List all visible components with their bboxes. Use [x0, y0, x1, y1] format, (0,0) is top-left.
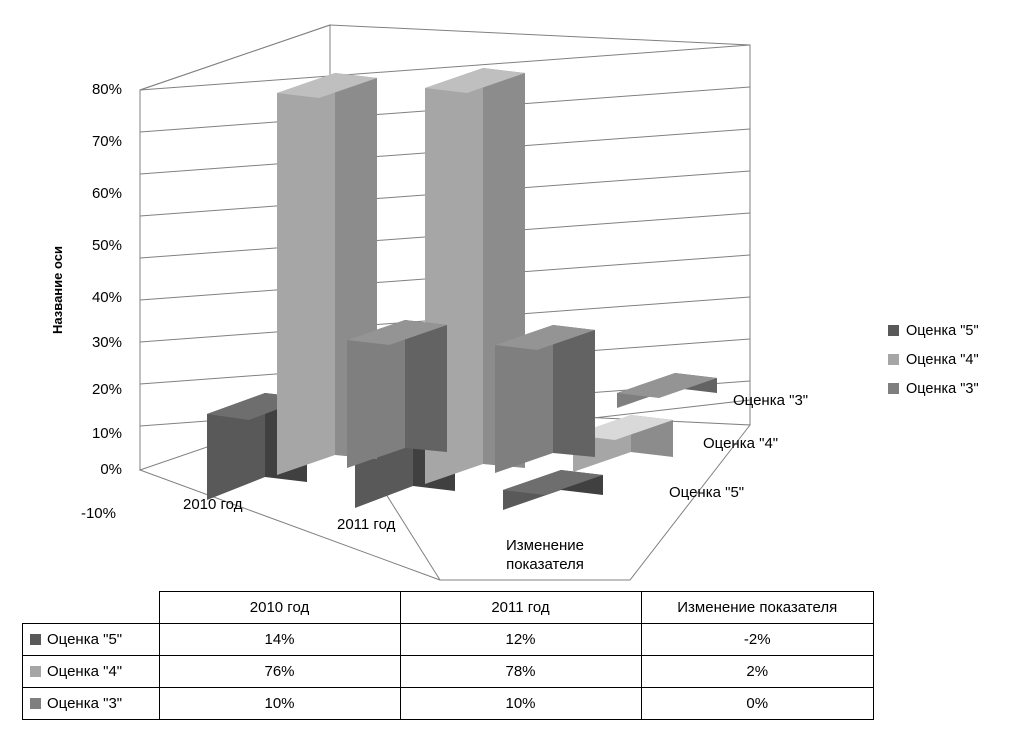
bar-2011-ocenka3: [495, 325, 595, 473]
table-cell: -2%: [641, 624, 874, 656]
table-header-2010: 2010 год: [159, 592, 400, 624]
depth-label-ocenka4: Оценка "4": [703, 435, 779, 452]
table-row: [23, 624, 874, 656]
legend-item-ocenka5: [888, 316, 979, 345]
category-label-2011: 2011 год: [337, 516, 396, 533]
depth-label-ocenka3: Оценка "3": [733, 392, 809, 409]
legend-label: Оценка "4": [906, 351, 979, 368]
legend-label: Оценка "3": [906, 380, 979, 397]
table-cell: 12%: [400, 624, 641, 656]
y-tick-neg10: -10%: [80, 505, 116, 522]
y-tick-10: 10%: [91, 425, 122, 442]
table-cell: 10%: [159, 688, 400, 720]
y-tick-40: 40%: [91, 289, 122, 306]
series-swatch-icon: [30, 634, 41, 645]
table-rowhead-ocenka4: [23, 656, 160, 688]
legend-item-ocenka3: [888, 374, 979, 403]
table-header-change: Изменение показателя: [641, 592, 874, 624]
table-cell: 0%: [641, 688, 874, 720]
y-tick-20: 20%: [91, 381, 122, 398]
table-rowhead-ocenka3: [23, 688, 160, 720]
category-label-change-line2: показателя: [506, 555, 584, 573]
table-cell: 2%: [641, 656, 874, 688]
series-swatch-icon: [30, 698, 41, 709]
bar-2010-ocenka3: [347, 320, 447, 468]
table-header-row: [23, 592, 874, 624]
table-rowhead-label: Оценка "3": [47, 695, 123, 712]
table-corner-cell: [23, 592, 160, 624]
table-row: [23, 688, 874, 720]
table-rowhead-ocenka5: [23, 624, 160, 656]
chart-legend: [888, 316, 979, 403]
y-tick-70: 70%: [91, 133, 122, 150]
table-cell: 76%: [159, 656, 400, 688]
table-cell: 78%: [400, 656, 641, 688]
y-tick-60: 60%: [91, 185, 122, 202]
category-label-change-line1: Изменение: [506, 537, 584, 554]
series-swatch-icon: [30, 666, 41, 677]
data-table: [22, 591, 874, 720]
y-tick-50: 50%: [91, 237, 122, 254]
table-rowhead-label: Оценка "5": [47, 631, 123, 648]
table-cell: 14%: [159, 624, 400, 656]
legend-label: Оценка "5": [906, 322, 979, 339]
depth-label-ocenka5: Оценка "5": [669, 484, 745, 501]
legend-swatch-icon: [888, 383, 899, 394]
category-label-change: [485, 537, 605, 575]
legend-swatch-icon: [888, 325, 899, 336]
table-row: [23, 656, 874, 688]
table-rowhead-label: Оценка "4": [47, 663, 123, 680]
y-tick-80: 80%: [91, 81, 122, 98]
y-tick-0: 0%: [100, 461, 122, 478]
legend-swatch-icon: [888, 354, 899, 365]
table-cell: 10%: [400, 688, 641, 720]
y-tick-30: 30%: [91, 334, 122, 351]
y-axis-title: Название оси: [50, 246, 65, 334]
category-label-2010: 2010 год: [183, 496, 243, 513]
legend-item-ocenka4: [888, 345, 979, 374]
table-header-2011: 2011 год: [400, 592, 641, 624]
